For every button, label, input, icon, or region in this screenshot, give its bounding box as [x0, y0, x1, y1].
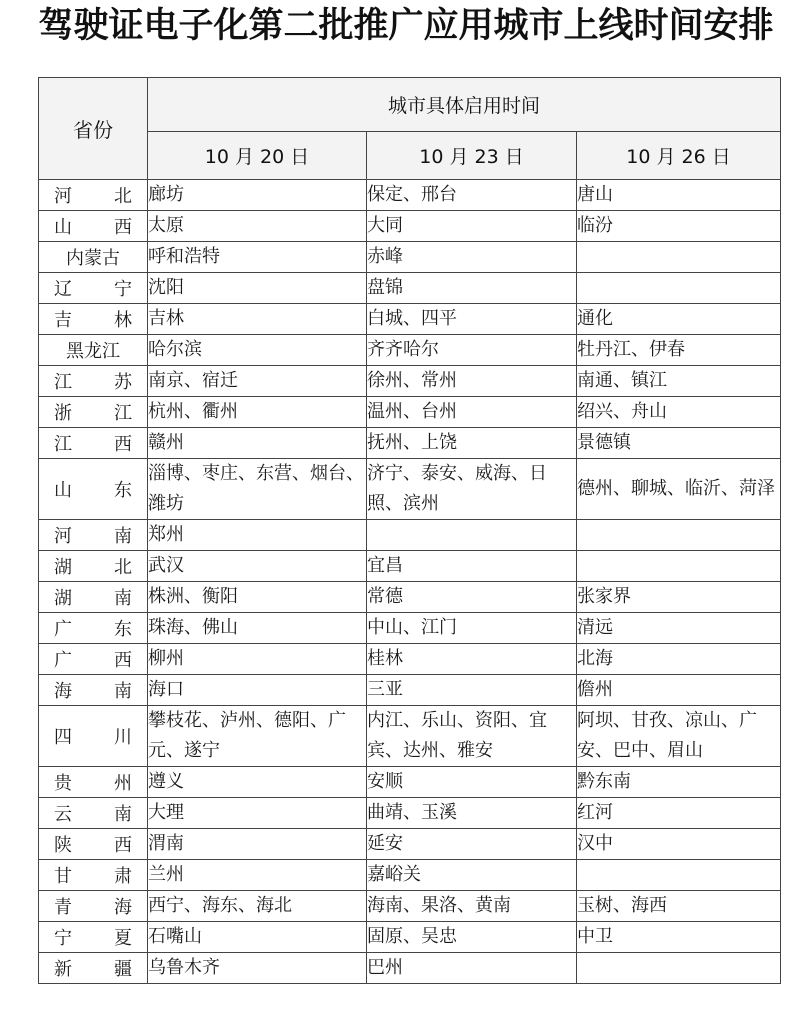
cities-date-1-cell: 遵义	[148, 767, 367, 798]
province-name: 贵州	[54, 773, 132, 794]
cities-date-3-cell: 通化	[577, 304, 781, 335]
header-city-launch-time: 城市具体启用时间	[148, 78, 781, 132]
cities-date-1-cell: 西宁、海东、海北	[148, 891, 367, 922]
cities-date-3-cell: 黔东南	[577, 767, 781, 798]
cities-date-3-cell	[577, 242, 781, 273]
cities-date-2-cell: 三亚	[367, 675, 577, 706]
cities-date-3-cell: 红河	[577, 798, 781, 829]
cities-date-3-cell	[577, 520, 781, 551]
cities-date-3-cell: 景德镇	[577, 428, 781, 459]
cities-date-2-cell: 盘锦	[367, 273, 577, 304]
table-row	[39, 459, 781, 520]
cities-date-1-cell: 珠海、佛山	[148, 613, 367, 644]
cities-date-2-cell: 固原、吴忠	[367, 922, 577, 953]
province-cell	[39, 798, 148, 829]
table-row	[39, 675, 781, 706]
province-cell	[39, 428, 148, 459]
cities-date-3-cell: 阿坝、甘孜、凉山、广安、巴中、眉山	[577, 706, 781, 767]
cities-date-3-cell: 玉树、海西	[577, 891, 781, 922]
province-cell	[39, 335, 148, 366]
cities-date-2-cell: 济宁、泰安、威海、日照、滨州	[367, 459, 577, 520]
province-name: 山西	[54, 217, 132, 238]
cities-date-2-cell: 中山、江门	[367, 613, 577, 644]
province-cell	[39, 675, 148, 706]
cities-date-1-cell: 南京、宿迁	[148, 366, 367, 397]
province-name: 黑龙江	[66, 341, 120, 362]
table-row	[39, 798, 781, 829]
province-cell	[39, 953, 148, 984]
cities-date-3-cell: 北海	[577, 644, 781, 675]
province-name: 河北	[54, 186, 132, 207]
province-cell	[39, 211, 148, 242]
cities-date-3-cell: 临汾	[577, 211, 781, 242]
cities-date-1-cell: 吉林	[148, 304, 367, 335]
province-cell	[39, 242, 148, 273]
province-cell	[39, 273, 148, 304]
table-row	[39, 366, 781, 397]
province-name: 青海	[54, 897, 132, 918]
cities-date-1-cell: 郑州	[148, 520, 367, 551]
province-cell	[39, 829, 148, 860]
province-name: 浙江	[54, 403, 132, 424]
cities-date-1-cell: 大理	[148, 798, 367, 829]
province-cell	[39, 860, 148, 891]
cities-date-2-cell: 抚州、上饶	[367, 428, 577, 459]
province-cell	[39, 613, 148, 644]
cities-date-1-cell: 石嘴山	[148, 922, 367, 953]
cities-date-2-cell	[367, 520, 577, 551]
cities-date-1-cell: 乌鲁木齐	[148, 953, 367, 984]
province-cell	[39, 304, 148, 335]
cities-date-3-cell: 张家界	[577, 582, 781, 613]
province-cell	[39, 551, 148, 582]
province-name: 广东	[54, 619, 132, 640]
province-name: 湖南	[54, 588, 132, 609]
province-cell	[39, 520, 148, 551]
schedule-table	[38, 77, 781, 984]
table-row	[39, 211, 781, 242]
cities-date-2-cell: 赤峰	[367, 242, 577, 273]
table-row	[39, 953, 781, 984]
province-name: 新疆	[54, 959, 132, 980]
cities-date-3-cell: 南通、镇江	[577, 366, 781, 397]
province-cell	[39, 397, 148, 428]
table-row	[39, 335, 781, 366]
cities-date-2-cell: 桂林	[367, 644, 577, 675]
province-name: 宁夏	[54, 928, 132, 949]
cities-date-2-cell: 白城、四平	[367, 304, 577, 335]
province-name: 河南	[54, 526, 132, 547]
cities-date-1-cell: 杭州、衢州	[148, 397, 367, 428]
cities-date-2-cell: 延安	[367, 829, 577, 860]
page-title: 驾驶证电子化第二批推广应用城市上线时间安排	[38, 5, 774, 46]
cities-date-3-cell: 清远	[577, 613, 781, 644]
table-row	[39, 273, 781, 304]
province-cell	[39, 891, 148, 922]
table-row	[39, 922, 781, 953]
cities-date-3-cell: 绍兴、舟山	[577, 397, 781, 428]
province-name: 辽宁	[54, 279, 132, 300]
cities-date-1-cell: 廊坊	[148, 180, 367, 211]
cities-date-1-cell: 渭南	[148, 829, 367, 860]
province-cell	[39, 459, 148, 520]
cities-date-1-cell: 海口	[148, 675, 367, 706]
cities-date-3-cell: 汉中	[577, 829, 781, 860]
cities-date-2-cell: 曲靖、玉溪	[367, 798, 577, 829]
province-name: 陕西	[54, 835, 132, 856]
header-date-2: 10 月 23 日	[367, 132, 577, 180]
table-row	[39, 397, 781, 428]
province-name: 广西	[54, 650, 132, 671]
province-name: 吉林	[54, 310, 132, 331]
table-row	[39, 644, 781, 675]
province-cell	[39, 582, 148, 613]
table-row	[39, 242, 781, 273]
cities-date-3-cell	[577, 551, 781, 582]
cities-date-1-cell: 呼和浩特	[148, 242, 367, 273]
province-name: 湖北	[54, 557, 132, 578]
province-cell	[39, 644, 148, 675]
cities-date-3-cell: 唐山	[577, 180, 781, 211]
cities-date-3-cell	[577, 953, 781, 984]
table-row	[39, 860, 781, 891]
province-name: 四川	[54, 727, 132, 748]
table-row	[39, 829, 781, 860]
cities-date-2-cell: 徐州、常州	[367, 366, 577, 397]
province-cell	[39, 767, 148, 798]
header-date-1: 10 月 20 日	[148, 132, 367, 180]
province-name: 甘肃	[54, 866, 132, 887]
cities-date-2-cell: 齐齐哈尔	[367, 335, 577, 366]
province-name: 江苏	[54, 372, 132, 393]
table-row	[39, 304, 781, 335]
table-row	[39, 613, 781, 644]
cities-date-2-cell: 保定、邢台	[367, 180, 577, 211]
cities-date-2-cell: 常德	[367, 582, 577, 613]
cities-date-3-cell	[577, 860, 781, 891]
province-name: 海南	[54, 681, 132, 702]
province-name: 山东	[54, 480, 132, 501]
cities-date-2-cell: 大同	[367, 211, 577, 242]
cities-date-1-cell: 株洲、衡阳	[148, 582, 367, 613]
table-row	[39, 706, 781, 767]
header-province: 省份	[39, 78, 148, 180]
cities-date-1-cell: 太原	[148, 211, 367, 242]
province-name: 内蒙古	[66, 248, 120, 269]
cities-date-1-cell: 哈尔滨	[148, 335, 367, 366]
cities-date-1-cell: 攀枝花、泸州、德阳、广元、遂宁	[148, 706, 367, 767]
cities-date-2-cell: 温州、台州	[367, 397, 577, 428]
table-row	[39, 582, 781, 613]
province-cell	[39, 706, 148, 767]
cities-date-2-cell: 巴州	[367, 953, 577, 984]
header-date-3: 10 月 26 日	[577, 132, 781, 180]
cities-date-1-cell: 赣州	[148, 428, 367, 459]
province-cell	[39, 922, 148, 953]
province-name: 江西	[54, 434, 132, 455]
cities-date-3-cell: 儋州	[577, 675, 781, 706]
cities-date-3-cell	[577, 273, 781, 304]
cities-date-3-cell: 德州、聊城、临沂、菏泽	[577, 459, 781, 520]
table-row	[39, 520, 781, 551]
table-body	[39, 180, 781, 984]
cities-date-1-cell: 武汉	[148, 551, 367, 582]
province-cell	[39, 180, 148, 211]
cities-date-2-cell: 宜昌	[367, 551, 577, 582]
table-row	[39, 767, 781, 798]
cities-date-2-cell: 内江、乐山、资阳、宜宾、达州、雅安	[367, 706, 577, 767]
table-row	[39, 551, 781, 582]
province-name: 云南	[54, 804, 132, 825]
province-cell	[39, 366, 148, 397]
table-row	[39, 180, 781, 211]
cities-date-1-cell: 兰州	[148, 860, 367, 891]
cities-date-2-cell: 嘉峪关	[367, 860, 577, 891]
cities-date-1-cell: 淄博、枣庄、东营、烟台、潍坊	[148, 459, 367, 520]
table-row	[39, 428, 781, 459]
cities-date-3-cell: 中卫	[577, 922, 781, 953]
cities-date-2-cell: 海南、果洛、黄南	[367, 891, 577, 922]
cities-date-1-cell: 柳州	[148, 644, 367, 675]
cities-date-1-cell: 沈阳	[148, 273, 367, 304]
cities-date-3-cell: 牡丹江、伊春	[577, 335, 781, 366]
table-row	[39, 891, 781, 922]
cities-date-2-cell: 安顺	[367, 767, 577, 798]
